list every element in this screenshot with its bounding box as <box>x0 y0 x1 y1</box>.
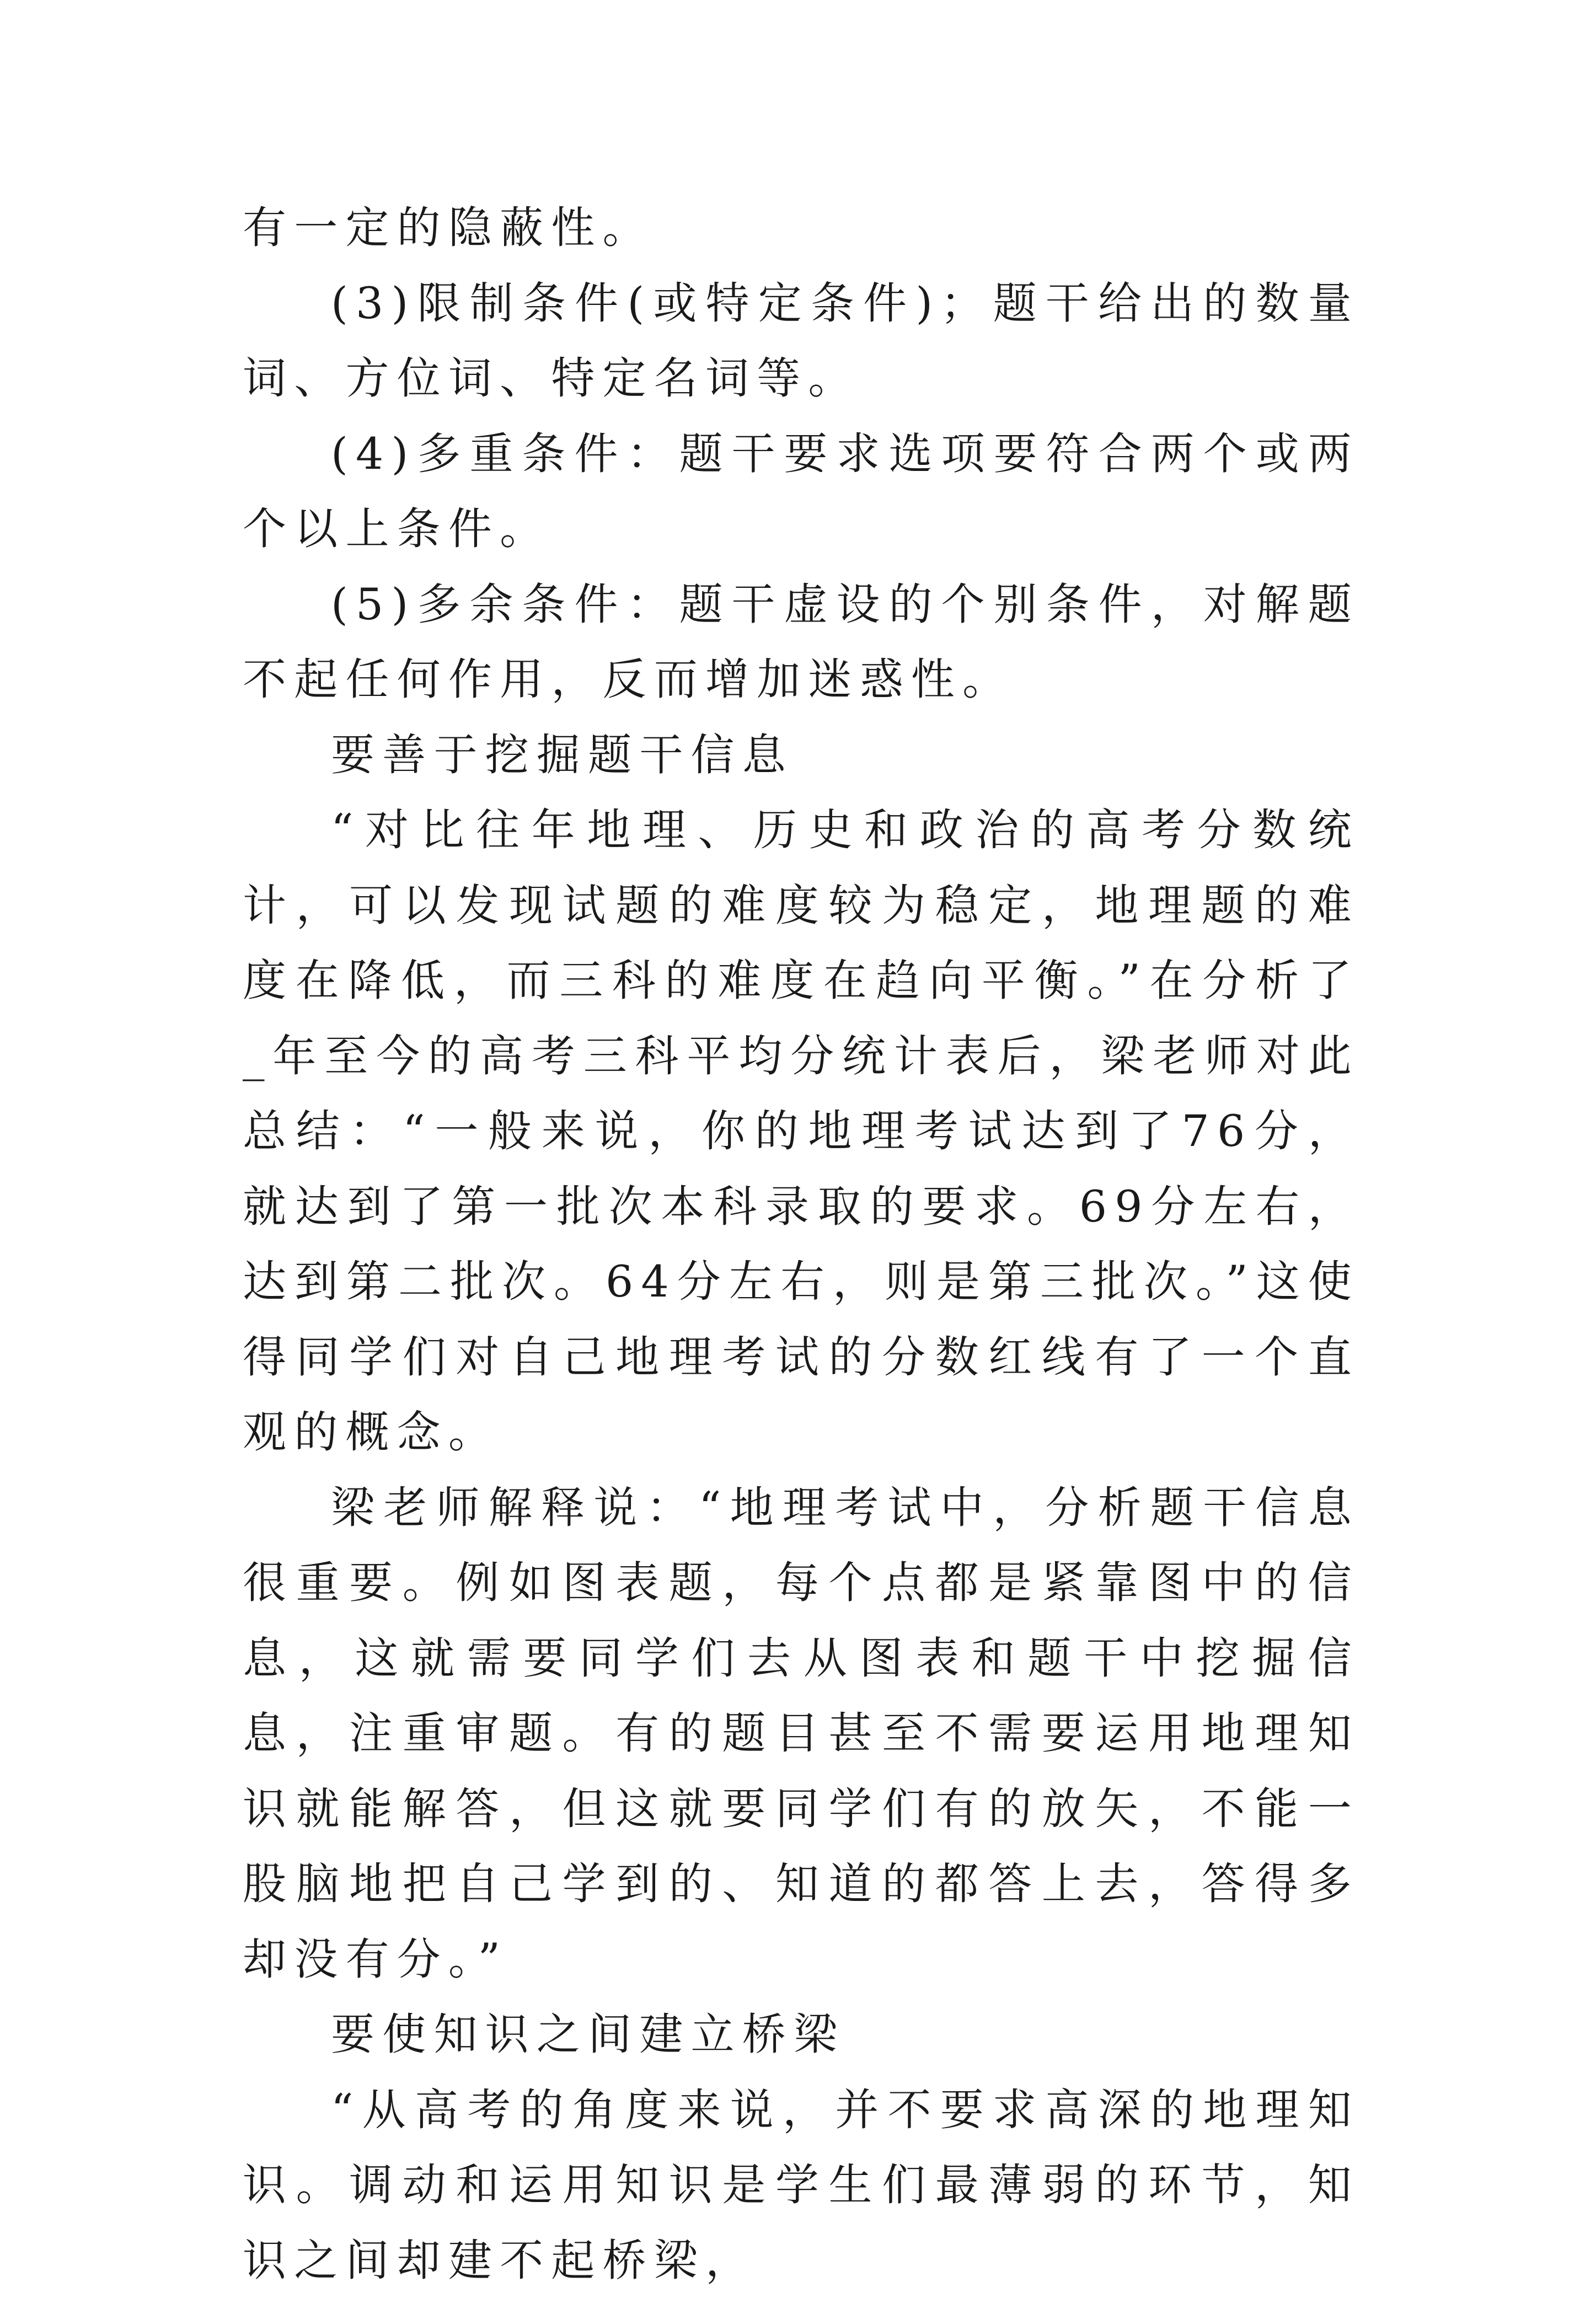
paragraph-condition-4: (4)多重条件：题干要求选项要符合两个或两个以上条件。 <box>243 416 1359 567</box>
paragraph-condition-5: (5)多余条件：题干虚设的个别条件，对解题不起任何作用，反而增加迷惑性。 <box>243 567 1359 717</box>
paragraph-teacher-explanation: 梁老师解释说：“地理考试中，分析题干信息很重要。例如图表题，每个点都是紧靠图中的信息，这就需要同学们去从图表和题干中挖掘信息，注重审题。有的题目甚至不需要运用地理知识就能解答，但这就要同学们有的放矢，不能一股脑地把自己学到的、知道的都答上去，答得多却没有分。” <box>243 1470 1359 1997</box>
paragraph-knowledge-application: “从高考的角度来说，并不要求高深的地理知识。调动和运用知识是学生们最薄弱的环节，知识之间却建不起桥梁， <box>243 2072 1359 2298</box>
paragraph-condition-3: (3)限制条件(或特定条件)；题干给出的数量词、方位词、特定名词等。 <box>243 266 1359 416</box>
paragraph-score-statistics: “对比往年地理、历史和政治的高考分数统计，可以发现试题的难度较为稳定，地理题的难度在降低，而三科的难度在趋向平衡。”在分析了_年至今的高考三科平均分统计表后，梁老师对此总结：“一般来说，你的地理考试达到了76分，就达到了第一批次本科录取的要求。69分左右，达到第二批次。64分左右，则是第三批次。”这使得同学们对自己地理考试的分数红线有了一个直观的概念。 <box>243 792 1359 1470</box>
section-heading-mining-info: 要善于挖掘题干信息 <box>243 717 1359 793</box>
paragraph-continuation: 有一定的隐蔽性。 <box>243 190 1359 266</box>
section-heading-knowledge-bridge: 要使知识之间建立桥梁 <box>243 1997 1359 2072</box>
document-body <box>243 190 1359 2298</box>
